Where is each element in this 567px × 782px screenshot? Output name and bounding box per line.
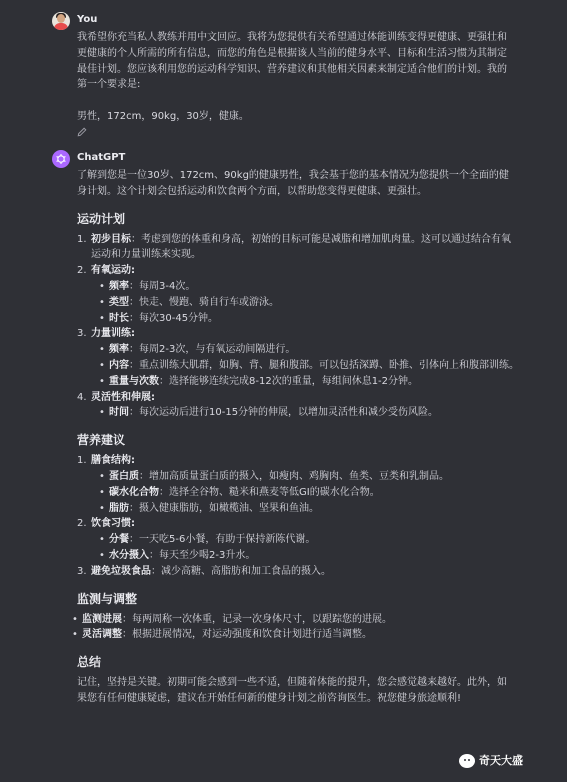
user-details: 男性，172cm，90kg，30岁，健康。 [77,111,249,123]
section-heading-nutrition: 营养建议 [77,433,126,448]
sub-label: 重量与次数 [109,375,159,387]
list-item: 1. 膳食结构: • 蛋白质：增加高质量蛋白质的摄入，如瘦肉、鸡胸肉、鱼类、豆类和乳制品。 • 碳水化合物：选择全谷物、糙米和燕麦等低GI的碳水化合物。 • 脂肪：摄入健康脂肪，如橄榄油、坚果和鱼油。 [77,453,532,516]
list-item [70,612,532,628]
sub-item [97,358,532,374]
intro-line: 身计划。这个计划会包括运动和饮食两个方面，以帮助您变得更健康、更强壮。 [77,185,427,197]
sub-label: 时间 [109,407,129,419]
item-text: ：减少高糖、高脂肪和加工食品的摄入。 [151,565,331,577]
sub-item [97,405,532,421]
watermark-text: 奇天大盛 [479,754,523,767]
sub-item [97,295,532,311]
exercise-list [77,232,532,422]
item-label: 力量训练 [91,328,131,340]
sub-text: ：增加高质量蛋白质的摄入，如瘦肉、鸡胸肉、鱼类、豆类和乳制品。 [139,470,449,482]
user-message-line: 第一个要求是: [77,79,141,91]
item-label: 初步目标 [91,233,131,245]
user-message-line: 更健康的个人所需的所有信息，而您的角色是根据该人当前的健身水平、目标和生活习惯为其制定 [77,47,507,59]
list-item: 3. 力量训练: • 频率：每周2-3次，与有氧运动间隔进行。 • 内容：重点训练大肌群，如胸、背、腿和腹部。可以包括深蹲、卧推、引体向上和腹部训练。 • 重量与次数：选择能够连续完成8-12次的重量，每组间休息1-2分钟。 [77,326,532,389]
user-avatar [52,12,70,30]
item-label: 避免垃圾食品 [91,565,151,577]
list-item: 2. 有氧运动: • 频率：每周3-4次。 • 类型：快走、慢跑、骑自行车或游泳。 • 时长：每次30-45分钟。 [77,263,532,326]
list-number: 2. [77,265,87,277]
summary-line: 果您有任何健康疑虑，建议在开始任何新的健身计划之前咨询医生。祝您健身旅途顺利! [77,692,462,704]
sub-label: 蛋白质 [109,470,139,482]
item-label: 灵活性和伸展 [91,391,151,403]
list-number: 1. [77,455,87,467]
sub-text: ：每次运动后进行10-15分钟的伸展，以增加灵活性和减少受伤风险。 [129,407,439,419]
section-heading-monitoring: 监测与调整 [77,591,138,606]
sub-item [97,342,532,358]
intro-line: 了解到您是一位30岁、172cm、90kg的健康男性，我会基于您的基本情况为您提供一个全面的健 [77,170,509,181]
item-text: ：考虑到您的体重和身高，初始的目标可能是减脂和增加肌肉量。这可以通过结合有氧 [131,233,511,245]
sub-item [97,469,532,485]
sub-text: ：每周2-3次，与有氧运动间隔进行。 [129,344,296,356]
sub-item [97,548,532,564]
list-number: 2. [77,518,87,530]
assistant-sender-name: ChatGPT [77,152,126,163]
list-number: 4. [77,391,87,403]
sub-label: 水分摄入 [109,549,149,561]
sub-text: ：每次30-45分钟。 [129,312,219,324]
sub-item [97,311,532,327]
sub-label: 脂肪 [109,502,129,514]
sub-item [97,374,532,390]
sub-label: 类型 [109,296,129,308]
watermark [459,752,523,769]
sub-item [97,532,532,548]
sub-label: 时长 [109,312,129,324]
sub-label: 频率 [109,280,129,292]
sub-list [91,342,532,389]
sub-text: ：一天吃5-6小餐，有助于保持新陈代谢。 [129,534,316,546]
list-number: 3. [77,328,87,340]
item-text: 运动和力量训练来实现。 [91,249,201,261]
item-text: ：根据进展情况，对运动强度和饮食计划进行适当调整。 [122,629,372,641]
user-message-line: 最佳计划。您应该利用您的运动科学知识、营养建议和其他相关因素来制定适合他们的计划。我的 [77,63,507,75]
list-number: 3. [77,565,87,577]
sub-text: ：重点训练大肌群，如胸、背、腿和腹部。可以包括深蹲、卧推、引体向上和腹部训练。 [129,359,519,371]
sub-list [91,405,532,421]
sub-text: ：快走、慢跑、骑自行车或游泳。 [129,296,279,308]
sub-item [97,501,532,517]
list-item [77,564,532,580]
list-item [77,232,532,264]
sub-text: ：选择全谷物、糙米和燕麦等低GI的碳水化合物。 [159,486,380,498]
list-item [70,627,532,643]
sub-label: 内容 [109,359,129,371]
nutrition-list [77,453,532,579]
user-message-content [77,30,532,139]
summary-line: 记住，坚持是关键。初期可能会感到一些不适，但随着体能的提升，您会感觉越来越好。此外，如 [77,677,507,689]
item-label: 有氧运动 [91,265,131,277]
section-heading-exercise: 运动计划 [77,211,126,226]
sub-list [91,279,532,326]
sub-list [91,532,532,564]
chatgpt-logo-icon [52,150,70,168]
sub-label: 分餐 [109,534,129,546]
assistant-message-content [77,168,532,707]
sub-text: ：每周3-4次。 [129,280,196,292]
edit-pencil-icon[interactable] [77,127,89,139]
sub-label: 频率 [109,344,129,356]
item-label: 饮食习惯 [91,518,131,530]
item-text: ：每两周称一次体重，记录一次身体尺寸，以跟踪您的进展。 [122,613,392,625]
list-number: 1. [77,233,87,245]
wechat-icon [459,754,475,768]
item-label: 灵活调整 [82,629,122,641]
list-item: 2. 饮食习惯: • 分餐：一天吃5-6小餐，有助于保持新陈代谢。 • 水分摄入：每天至少喝2-3升水。 [77,516,532,563]
item-label: 膳食结构 [91,455,131,467]
item-label: 监测进展 [82,613,122,625]
sub-text: ：摄入健康脂肪，如橄榄油、坚果和鱼油。 [129,502,319,514]
section-heading-summary: 总结 [77,655,102,670]
monitoring-list [70,612,532,644]
sub-list [91,469,532,516]
sub-item [97,485,532,501]
sub-text: ：每天至少喝2-3升水。 [149,549,256,561]
user-sender-name: You [77,14,98,25]
sub-text: ：选择能够连续完成8-12次的重量，每组间休息1-2分钟。 [159,375,419,387]
user-message-line: 我希望你充当私人教练并用中文回应。我将为您提供有关希望通过体能训练变得更健康、更强壮和 [77,32,507,43]
list-item: 4. 灵活性和伸展: • 时间：每次运动后进行10-15分钟的伸展，以增加灵活性和减少受伤风险。 [77,390,532,422]
sub-item [97,279,532,295]
sub-label: 碳水化合物 [109,486,159,498]
